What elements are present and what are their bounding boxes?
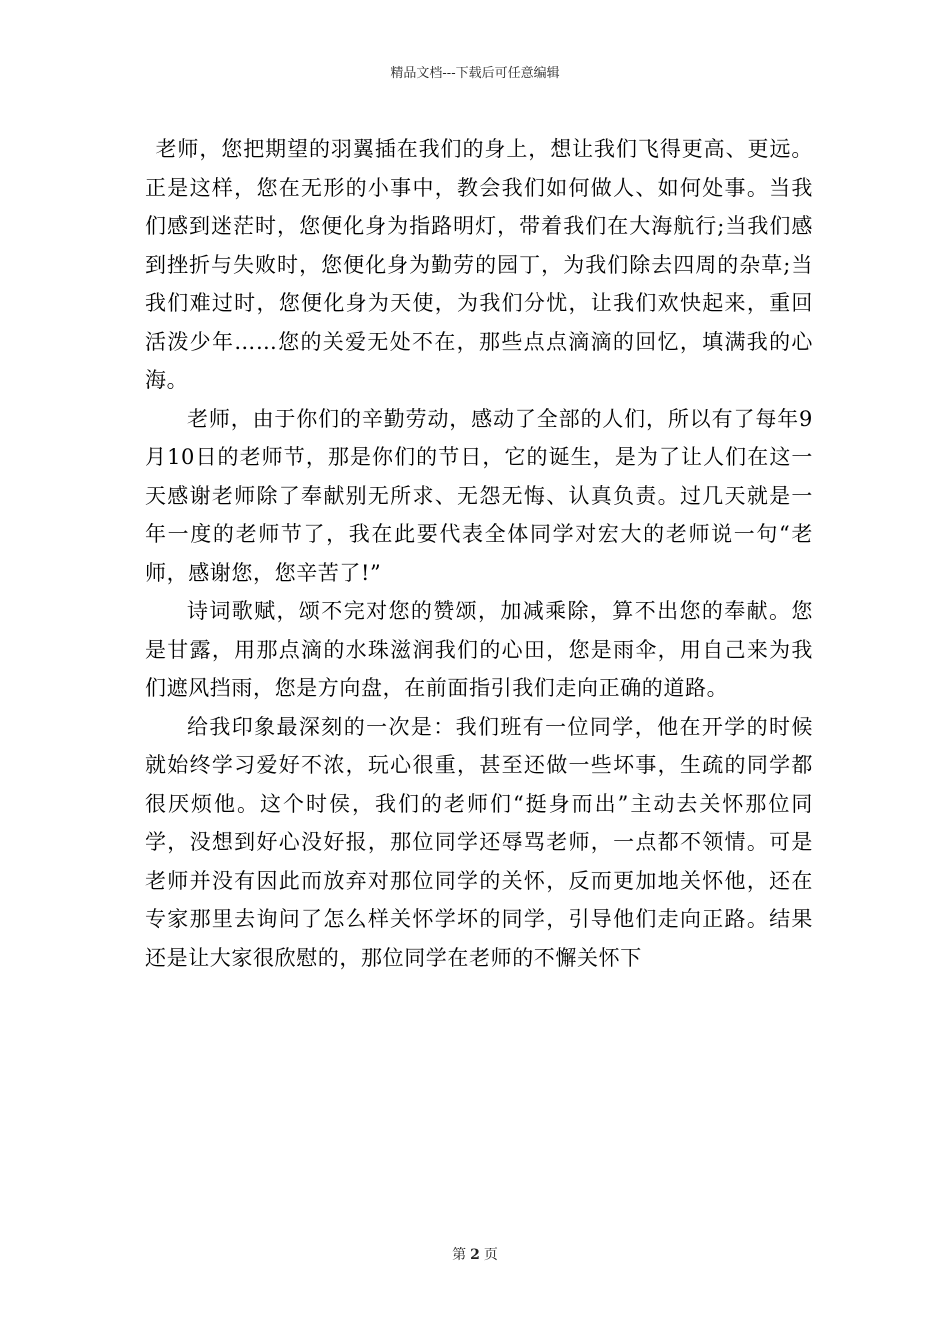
page-number-prefix: 第 [452, 1247, 467, 1263]
paragraph-4: 给我印象最深刻的一次是：我们班有一位同学，他在开学的时候就始终学习爱好不浓，玩心很重，甚至还做一些坏事，生疏的同学都很厌烦他。这个时侯，我们的老师们“挺身而出”主动去关怀那位同学，没想到好心没好报，那位同学还辱骂老师，一点都不领情。可是老师并没有因此而放弃对那位同学的关怀，反而更加地关怀他，还在专家那里去询问了怎么样关怀学坏的同学，引导他们走向正路。结果还是让大家很欣慰的，那位同学在老师的不懈关怀下 [145, 714, 813, 970]
page-number: 2 [470, 1247, 480, 1263]
page-number-suffix: 页 [483, 1247, 498, 1263]
paragraph-1: 老师，您把期望的羽翼插在我们的身上，想让我们飞得更高、更远。正是这样，您在无形的小事中，教会我们如何做人、如何处事。当我们感到迷茫时，您便化身为指路明灯，带着我们在大海航行;当我们感到挫折与失败时，您便化身为勤劳的园丁，为我们除去四周的杂草;当我们难过时，您便化身为天使，为我们分忧，让我们欢快起来，重回活泼少年……您的关爱无处不在，那些点点滴滴的回忆，填满我的心海。 [145, 137, 813, 392]
paragraph-3: 诗词歌赋，颂不完对您的赞颂，加减乘除，算不出您的奉献。您是甘露，用那点滴的水珠滋润我们的心田，您是雨伞，用自己来为我们遮风挡雨，您是方向盘，在前面指引我们走向正确的道路。 [145, 599, 813, 700]
paragraph-2: 老师，由于你们的辛勤劳动，感动了全部的人们，所以有了每年9月10日的老师节，那是你们的节日，它的诞生，是为了让人们在这一天感谢老师除了奉献别无所求、无怨无悔、认真负责。过几天就是一年一度的老师节了，我在此要代表全体同学对宏大的老师说一句“老师，感谢您，您辛苦了!” [145, 406, 813, 585]
page-footer [0, 1245, 950, 1265]
page-header: 精品文档---下载后可任意编辑 [390, 66, 560, 81]
document-body [145, 130, 813, 977]
